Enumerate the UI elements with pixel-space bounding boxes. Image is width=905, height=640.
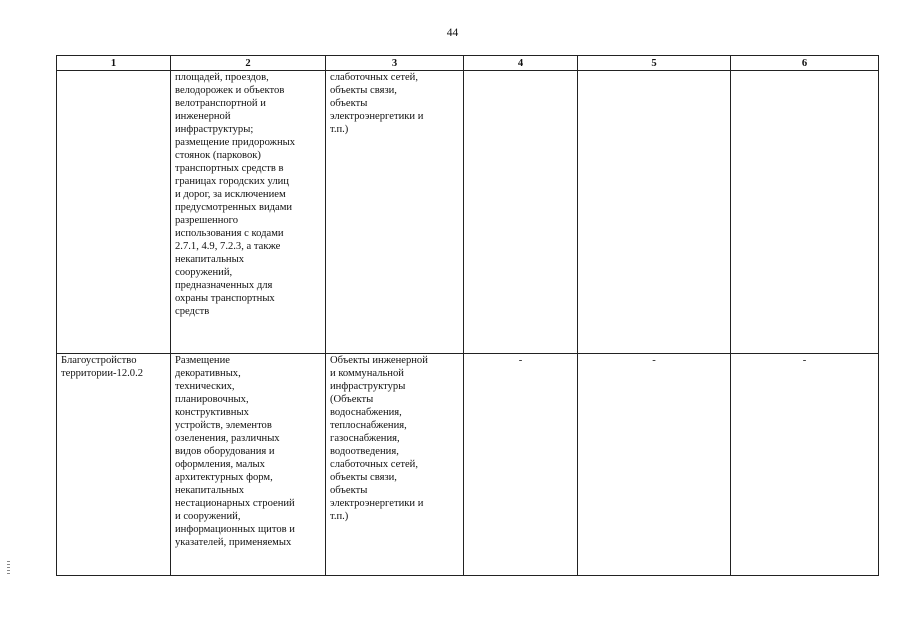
cell-description: площадей, проездов, велодорожек и объектов велотранспортной и инженерной инфраструктуры; размещение придорожных стоянок (парковок) транспортных средств в границах городских улиц и дорог, за исключением предусмотренных видами разрешенного использования с кодами 2.7.1, 4.9, 7.2.3, а также некапитальных сооружений, предназначенных для охраны транспортных средств [171,71,326,354]
document-table [56,55,879,576]
cell-col-6: - [731,354,879,576]
column-header-1: 1 [57,56,171,71]
column-header-3: 3 [326,56,464,71]
column-header-6: 6 [731,56,879,71]
scan-margin-marks [7,561,10,576]
cell-col-5 [578,71,731,354]
column-header-2: 2 [171,56,326,71]
cell-col-4: - [464,354,578,576]
cell-col-5: - [578,354,731,576]
cell-objects: Объекты инженерной и коммунальной инфраструктуры (Объекты водоснабжения, теплоснабжения, газоснабжения, водоотведения, слаботочных сетей, объекты связи, объекты электроэнергетики и т.п.) [326,354,464,576]
cell-col-4 [464,71,578,354]
table-header-row [57,56,879,71]
column-header-4: 4 [464,56,578,71]
table-row [57,71,879,354]
cell-col-6 [731,71,879,354]
cell-land-use-type: Благоустройство территории-12.0.2 [57,354,171,576]
table-row [57,354,879,576]
cell-description: Размещение декоративных, технических, планировочных, конструктивных устройств, элементов озеленения, различных видов оборудования и оформления, малых архитектурных форм, некапитальных нестационарных строений и сооружений, информационных щитов и указателей, применяемых [171,354,326,576]
cell-objects: слаботочных сетей, объекты связи, объекты электроэнергетики и т.п.) [326,71,464,354]
page-number: 44 [446,27,459,39]
cell-land-use-type [57,71,171,354]
column-header-5: 5 [578,56,731,71]
